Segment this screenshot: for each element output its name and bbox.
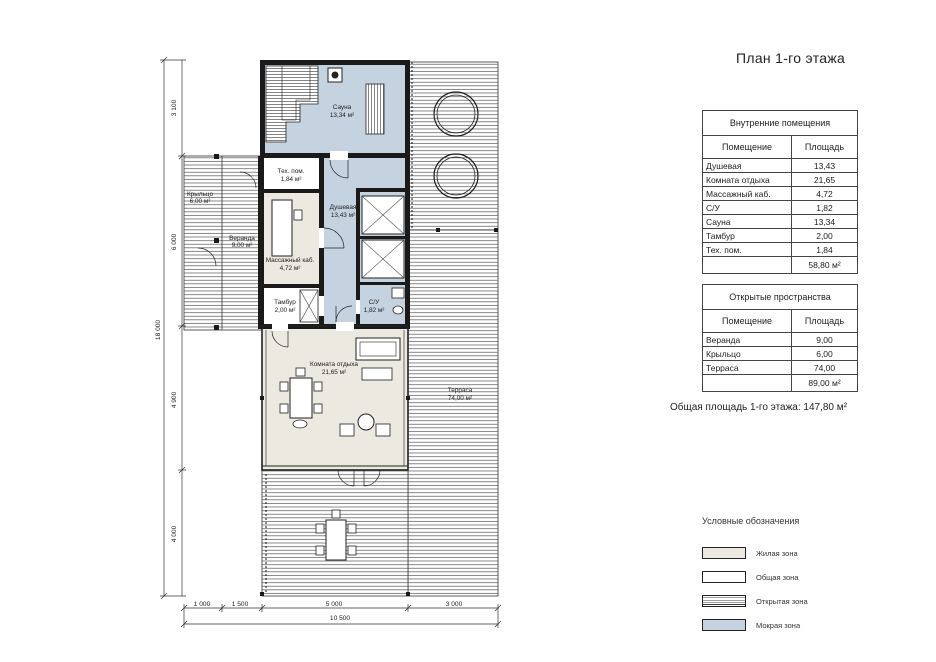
open-col-area: Площадь [792, 310, 858, 333]
legend-swatch-common [702, 571, 746, 583]
massage-area: 4,72 м² [279, 265, 301, 272]
dim-h-total: 10 500 [329, 615, 351, 622]
veranda-label: Веранда [229, 235, 255, 242]
dim-h-4: 3 000 [445, 601, 463, 608]
row-area: 13,43 [792, 159, 858, 173]
row-area: 21,65 [792, 173, 858, 187]
dim-h-2: 1 500 [231, 601, 249, 608]
shower-area: 13,43 м² [330, 212, 356, 219]
open-table-header: Открытые пространства [703, 285, 858, 310]
outdoor-table [326, 520, 346, 560]
row-name: С/У [703, 201, 792, 215]
shower-label: Душевая [329, 204, 357, 211]
porch-label: Крыльцо [186, 191, 214, 198]
row-name: Веранда [703, 333, 792, 347]
sauna-label: Сауна [332, 104, 352, 111]
tub-icon [434, 92, 478, 136]
terrace-side-area [408, 230, 498, 596]
row-name: Массажный каб. [703, 187, 792, 201]
table-row [703, 361, 858, 375]
lounge-label: Комната отдыха [310, 361, 358, 368]
terrace-area: 74,00 м² [447, 395, 473, 402]
row-name: Комната отдыха [703, 173, 792, 187]
table-row [703, 201, 858, 215]
tech-label: Тех. пом. [277, 168, 305, 175]
open-spaces-table [702, 284, 858, 392]
table-row [703, 173, 858, 187]
table-row [703, 187, 858, 201]
interior-col-room: Помещение [703, 136, 792, 159]
legend-swatch-wet [702, 619, 746, 631]
table-row [703, 347, 858, 361]
row-area: 4,72 [792, 187, 858, 201]
wc-label: С/У [368, 299, 380, 306]
table-row [703, 215, 858, 229]
table-row [703, 333, 858, 347]
massage-table [272, 200, 292, 256]
dim-v-4: 4 000 [171, 525, 178, 543]
row-area: 13,34 [792, 215, 858, 229]
row-area: 9,00 [792, 333, 858, 347]
dim-h-3: 5 000 [325, 601, 343, 608]
row-area: 1,84 [792, 243, 858, 257]
row-name: Крыльцо [703, 347, 792, 361]
row-name: Тех. пом. [703, 243, 792, 257]
row-area: 2,00 [792, 229, 858, 243]
interior-total: 58,80 м² [792, 257, 858, 274]
row-name: Терраса [703, 361, 792, 375]
dining-table [290, 378, 312, 418]
interior-table-header: Внутренние помещения [703, 111, 858, 136]
table-row [703, 229, 858, 243]
vestibule-area: 2,00 м² [274, 307, 296, 314]
lounge-area: 21,65 м² [321, 369, 347, 376]
legend-label-common: Общая зона [756, 573, 799, 582]
vestibule-label: Тамбур [274, 299, 296, 306]
coffee-table [362, 368, 392, 380]
interior-rooms-table [702, 110, 858, 274]
row-area: 1,82 [792, 201, 858, 215]
row-name: Душевая [703, 159, 792, 173]
legend-title: Условные обозначения [702, 516, 800, 526]
table-row [703, 243, 858, 257]
sauna-bench [366, 84, 384, 134]
interior-col-area: Площадь [792, 136, 858, 159]
dim-h-1: 1 000 [193, 601, 211, 608]
row-area: 6,00 [792, 347, 858, 361]
round-table [358, 414, 374, 430]
veranda-area: 9,00 м² [231, 242, 253, 249]
dim-v-1: 3 100 [171, 99, 178, 117]
terrace-upper-area [408, 62, 498, 230]
legend-swatch-living [702, 547, 746, 559]
wc-area: 1,82 м² [363, 307, 385, 314]
legend-label-wet: Мокрая зона [756, 621, 801, 630]
legend-label-living: Жилая зона [756, 549, 798, 558]
row-area: 74,00 [792, 361, 858, 375]
total-floor-area: Общая площадь 1-го этажа: 147,80 м² [670, 402, 847, 413]
massage-label: Массажный каб. [265, 257, 315, 264]
tech-area: 1,84 м² [280, 176, 302, 183]
row-name: Тамбур [703, 229, 792, 243]
table-row [703, 159, 858, 173]
dim-v-total: 18 000 [155, 319, 162, 341]
dim-v-2: 6 000 [171, 233, 178, 251]
sofa [356, 338, 400, 360]
legend-swatch-open [702, 595, 746, 607]
tub-icon [434, 154, 478, 198]
open-col-room: Помещение [703, 310, 792, 333]
porch-area: 6,00 м² [189, 198, 211, 205]
sauna-area: 13,34 м² [329, 112, 355, 119]
page-title: План 1-го этажа [736, 50, 846, 66]
open-total: 89,00 м² [792, 375, 858, 392]
legend-label-open: Открытая зона [756, 597, 808, 606]
row-name: Сауна [703, 215, 792, 229]
dim-v-3: 4 900 [171, 391, 178, 409]
terrace-label: Терраса [447, 387, 473, 394]
